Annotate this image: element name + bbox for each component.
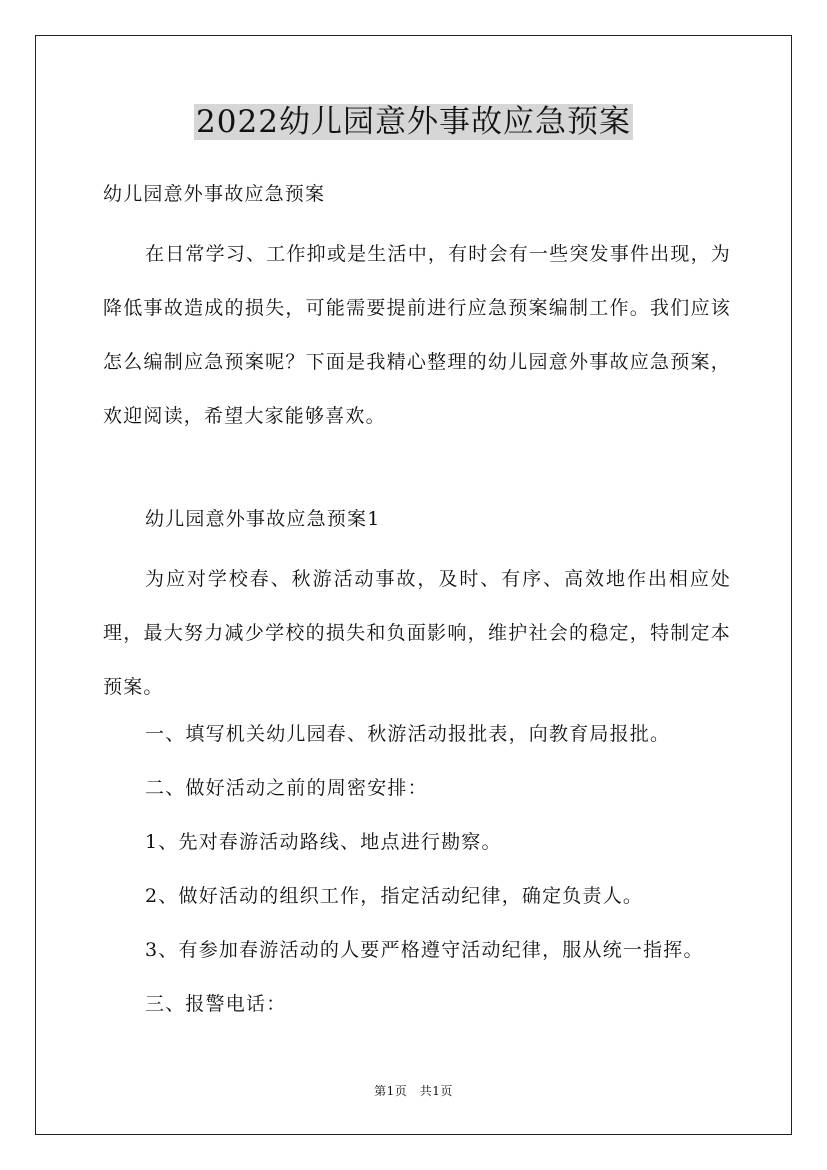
body-paragraph: 为应对学校春、秋游活动事故，及时、有序、高效地作出相应处理，最大努力减少学校的损失和负面影响，维护社会的稳定，特制定本预案。 (103, 568, 731, 698)
list-line-4: 2、做好活动的组织工作，指定活动纪律，确定负责人。 (145, 885, 644, 907)
list-line-2: 二、做好活动之前的周密安排： (145, 777, 428, 799)
document-subtitle: 幼儿园意外事故应急预案 (103, 183, 326, 205)
list-line-6: 三、报警电话： (145, 993, 287, 1015)
page-footer: 第1页 共1页 (374, 1084, 453, 1098)
document-title (0, 98, 827, 146)
list-line-5: 3、有参加春游活动的人要严格遵守活动纪律，服从统一指挥。 (145, 939, 704, 961)
document-title-text: 2022幼儿园意外事故应急预案 (196, 104, 631, 140)
section-heading: 幼儿园意外事故应急预案1 (145, 508, 381, 530)
intro-paragraph: 在日常学习、工作抑或是生活中，有时会有一些突发事件出现，为降低事故造成的损失，可能需要提前进行应急预案编制工作。我们应该怎么编制应急预案呢？下面是我精心整理的幼儿园意外事故应急预案，欢迎阅读，希望大家能够喜欢。 (103, 243, 731, 427)
list-line-1: 一、填写机关幼儿园春、秋游活动报批表，向教育局报批。 (145, 723, 671, 745)
list-line-3: 1、先对春游活动路线、地点进行勘察。 (145, 831, 502, 853)
